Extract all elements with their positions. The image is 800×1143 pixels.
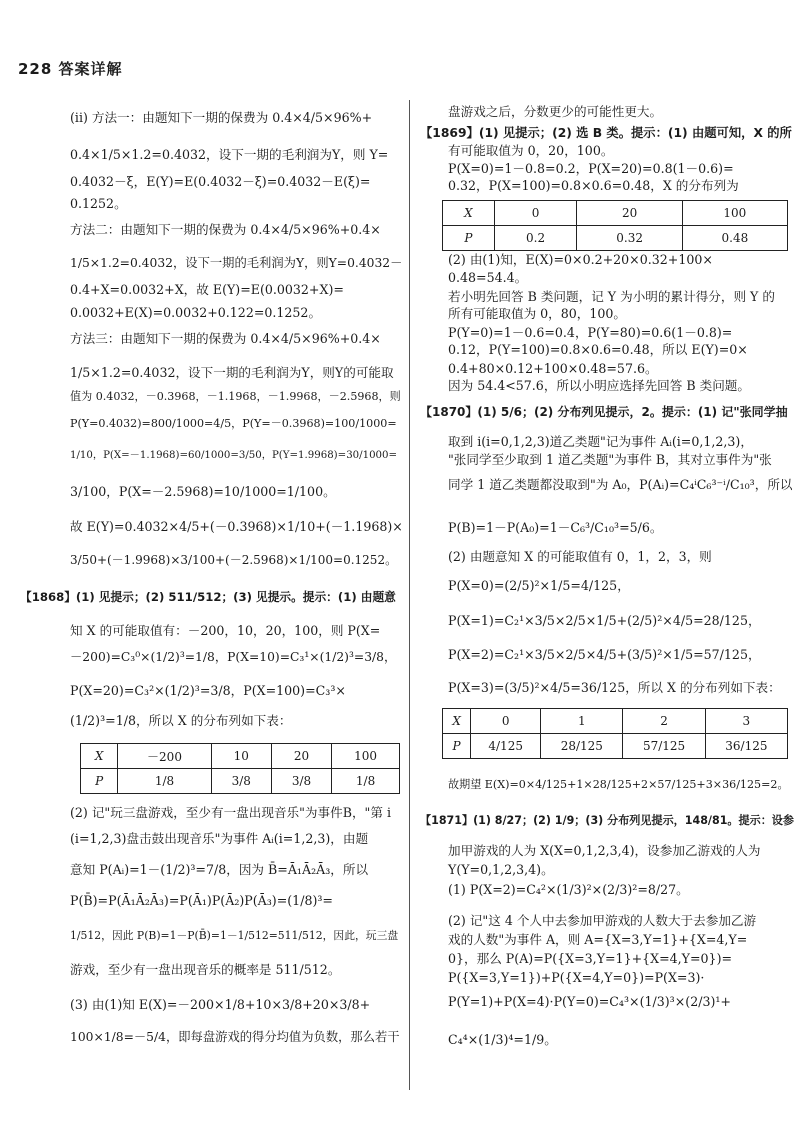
text-line: 同学 1 道乙类题都没取到"为 A₀，P(Aᵢ)=C₄ⁱC₆³⁻ⁱ/C₁₀³，所以	[448, 477, 793, 492]
text-line: 3/50+(－1.9968)×3/100+(－2.5968)×1/100=0.1252。	[70, 553, 398, 567]
text-line: P(Y=0)=1－0.6=0.4，P(Y=80)=0.6(1－0.8)=	[448, 325, 733, 340]
text-line: 0.48=54.4。	[448, 270, 528, 285]
text-line: 戏的人数"为事件 A，则 A={X=3,Y=1}+{X=4,Y=	[448, 932, 748, 947]
text-line: (2) 由(1)知，E(X)=0×0.2+20×0.32+100×	[448, 252, 713, 267]
table-cell: X	[443, 201, 495, 226]
table-row	[443, 226, 788, 251]
page-header	[18, 58, 123, 79]
text-line: 0.4+80×0.12+100×0.48=57.6。	[448, 361, 658, 376]
table-cell: 0	[494, 201, 577, 226]
answer-1871-line: 【1871】(1) 8/27；(2) 1/9；(3) 分布列见提示，148/81。提示：设参	[420, 814, 794, 827]
text-line: "张同学至少取到 1 道乙类题"为事件 B，其对立事件为"张	[448, 452, 772, 467]
distribution-table-1868	[80, 743, 400, 794]
table-cell: 100	[682, 201, 787, 226]
text-line: (2) 记"玩三盘游戏，至少有一盘出现音乐"为事件B，"第 i	[70, 805, 391, 820]
text-line: P(Y=1)+P(X=4)·P(Y=0)=C₄³×(1/3)³×(2/3)¹+	[448, 994, 731, 1009]
table-cell: 10	[211, 744, 271, 769]
text-line: 方法三：由题知下一期的保费为 0.4×4/5×96%+0.4×	[70, 331, 381, 346]
text-line: P(B̄)=P(Ā₁Ā₂Ā₃)=P(Ā₁)P(Ā₂)P(Ā₃)=(1/8)³=	[70, 893, 333, 908]
text-line: 若小明先回答 B 类问题，记 Y 为小明的累计得分，则 Y 的	[448, 289, 775, 304]
text-line: (2) 记"这 4 个人中去参加甲游戏的人数大于去参加乙游	[448, 913, 757, 928]
text-line: 0.4032－ξ，E(Y)=E(0.4032－ξ)=0.4032－E(ξ)=	[70, 174, 371, 189]
table-cell: 0.32	[577, 226, 682, 251]
text-line: C₄⁴×(1/3)⁴=1/9。	[448, 1032, 557, 1047]
table-cell: 57/125	[623, 734, 705, 759]
table-cell: 2	[623, 709, 705, 734]
table-cell: 3/8	[271, 769, 331, 794]
text-line: 所有可能取值为 0，80，100。	[448, 306, 627, 321]
text-line: 1/5×1.2=0.4032，设下一期的毛利润为Y，则Y=0.4032－	[70, 256, 403, 270]
text-line: P({X=3,Y=1})+P({X=4,Y=0})=P(X=3)·	[448, 970, 705, 985]
text-line: 知 X 的可能取值有：－200，10，20，100，则 P(X=	[70, 623, 381, 638]
text-line: P(X=2)=C₂¹×3/5×2/5×4/5+(3/5)²×1/5=57/125，	[448, 647, 761, 662]
text-line: 0.32，P(X=100)=0.8×0.6=0.48，X 的分布列为	[448, 178, 739, 193]
text-line: 盘游戏之后，分数更少的可能性更大。	[448, 104, 663, 119]
table-cell: 1/8	[118, 769, 211, 794]
text-line: 有可能取值为 0，20，100。	[448, 143, 614, 158]
text-line: P(Y=0.4032)=800/1000=4/5，P(Y=－0.3968)=100/1000=	[70, 417, 397, 430]
table-cell: 0	[471, 709, 541, 734]
text-line: P(B)=1－P(A₀)=1－C₆³/C₁₀³=5/6。	[448, 520, 663, 535]
answer-1868-line: 【1868】(1) 见提示；(2) 511/512；(3) 见提示。提示：(1) 由题意	[20, 590, 396, 604]
table-cell: 1/8	[332, 769, 400, 794]
text-line: 0.12，P(Y=100)=0.8×0.6=0.48，所以 E(Y)=0×	[448, 342, 748, 357]
table-cell: 20	[577, 201, 682, 226]
text-line: 0.1252。	[70, 196, 127, 211]
table-cell: 4/125	[471, 734, 541, 759]
table-cell: P	[443, 226, 495, 251]
table-cell: 0.48	[682, 226, 787, 251]
table-cell: 3/8	[211, 769, 271, 794]
text-line: 意知 P(Aᵢ)=1－(1/2)³=7/8，因为 B̄=Ā₁Ā₂Ā₃，所以	[70, 862, 369, 877]
table-cell: X	[443, 709, 471, 734]
text-line: (1) P(X=2)=C₄²×(1/3)²×(2/3)²=8/27。	[448, 882, 689, 897]
table-cell: P	[81, 769, 118, 794]
table-cell: 28/125	[541, 734, 623, 759]
table-row	[81, 769, 400, 794]
text-line: 方法二：由题知下一期的保费为 0.4×4/5×96%+0.4×	[70, 222, 381, 237]
table-row	[443, 734, 788, 759]
text-line: 100×1/8=－5/4，即每盘游戏的得分均值为负数，那么若干	[70, 1030, 400, 1044]
text-line: 故期望 E(X)=0×4/125+1×28/125+2×57/125+3×36/125=2。	[448, 778, 789, 791]
text-line: P(X=20)=C₃²×(1/2)³=3/8，P(X=100)=C₃³×	[70, 683, 346, 698]
text-line: 值为 0.4032，－0.3968，－1.1968，－1.9968，－2.5968，则	[70, 390, 401, 403]
table-row	[443, 201, 788, 226]
text-line: P(X=0)=(2/5)²×1/5=4/125，	[448, 578, 630, 593]
table-row	[81, 744, 400, 769]
text-line: 0.4+X=0.0032+X，故 E(Y)=E(0.0032+X)=	[70, 282, 344, 297]
table-cell: 20	[271, 744, 331, 769]
text-line: (ii) 方法一：由题知下一期的保费为 0.4×4/5×96%+	[70, 110, 373, 125]
distribution-table-1870	[442, 708, 788, 759]
text-line: (3) 由(1)知 E(X)=－200×1/8+10×3/8+20×3/8+	[70, 997, 371, 1012]
page-number: 228	[18, 60, 53, 78]
text-line: －200)=C₃⁰×(1/2)³=1/8，P(X=10)=C₃¹×(1/2)³=3/8，	[70, 650, 397, 664]
column-divider	[409, 100, 410, 1090]
text-line: 加甲游戏的人为 X(X=0,1,2,3,4)，设参加乙游戏的人为	[448, 843, 761, 858]
text-line: 3/100，P(X=－2.5968)=10/1000=1/100。	[70, 484, 336, 499]
table-cell: －200	[118, 744, 211, 769]
text-line: 故 E(Y)=0.4032×4/5+(－0.3968)×1/10+(－1.1968)×	[70, 519, 403, 534]
table-cell: 100	[332, 744, 400, 769]
text-line: Y(Y=0,1,2,3,4)。	[448, 862, 554, 877]
text-line: 1/5×1.2=0.4032，设下一期的毛利润为Y，则Y的可能取	[70, 365, 394, 380]
page-title: 答案详解	[58, 60, 123, 78]
text-line: 0}，那么 P(A)=P({X=3,Y=1}+{X=4,Y=0})=	[448, 951, 733, 966]
text-line: 1/512，因此 P(B)=1－P(B̄)=1－1/512=511/512，因此，玩三盘	[70, 929, 399, 942]
text-line: 0.0032+E(X)=0.0032+0.122=0.1252。	[70, 305, 322, 320]
text-line: (2) 由题意知 X 的可能取值有 0，1，2，3，则	[448, 549, 712, 564]
table-cell: 36/125	[705, 734, 787, 759]
answer-1870-line: 【1870】(1) 5/6；(2) 分布列见提示，2。提示：(1) 记"张同学抽	[420, 405, 788, 419]
text-line: 1/10，P(X=－1.1968)=60/1000=3/50，P(Y=1.9968)=30/1000=	[70, 450, 398, 461]
distribution-table-1869	[442, 200, 788, 251]
text-line: (1/2)³=1/8，所以 X 的分布列如下表：	[70, 713, 292, 728]
table-cell: X	[81, 744, 118, 769]
text-line: (i=1,2,3)盘击鼓出现音乐"为事件 Aᵢ(i=1,2,3)，由题	[70, 831, 369, 846]
text-line: 0.4×1/5×1.2=0.4032，设下一期的毛利润为Y，则 Y=	[70, 147, 389, 162]
answer-1869-line: 【1869】(1) 见提示；(2) 选 B 类。提示：(1) 由题可知，X 的所	[420, 126, 792, 140]
text-line: P(X=1)=C₂¹×3/5×2/5×1/5+(2/5)²×4/5=28/125，	[448, 613, 761, 628]
text-line: 取到 i(i=0,1,2,3)道乙类题"记为事件 Aᵢ(i=0,1,2,3)，	[448, 434, 753, 449]
table-cell: 1	[541, 709, 623, 734]
table-cell: P	[443, 734, 471, 759]
text-line: 因为 54.4<57.6，所以小明应选择先回答 B 类问题。	[448, 378, 750, 393]
text-line: P(X=0)=1－0.8=0.2，P(X=20)=0.8(1－0.6)=	[448, 161, 734, 176]
text-line: 游戏，至少有一盘出现音乐的概率是 511/512。	[70, 962, 341, 977]
table-cell: 0.2	[494, 226, 577, 251]
table-cell: 3	[705, 709, 787, 734]
text-line: P(X=3)=(3/5)²×4/5=36/125，所以 X 的分布列如下表：	[448, 680, 781, 695]
table-row	[443, 709, 788, 734]
